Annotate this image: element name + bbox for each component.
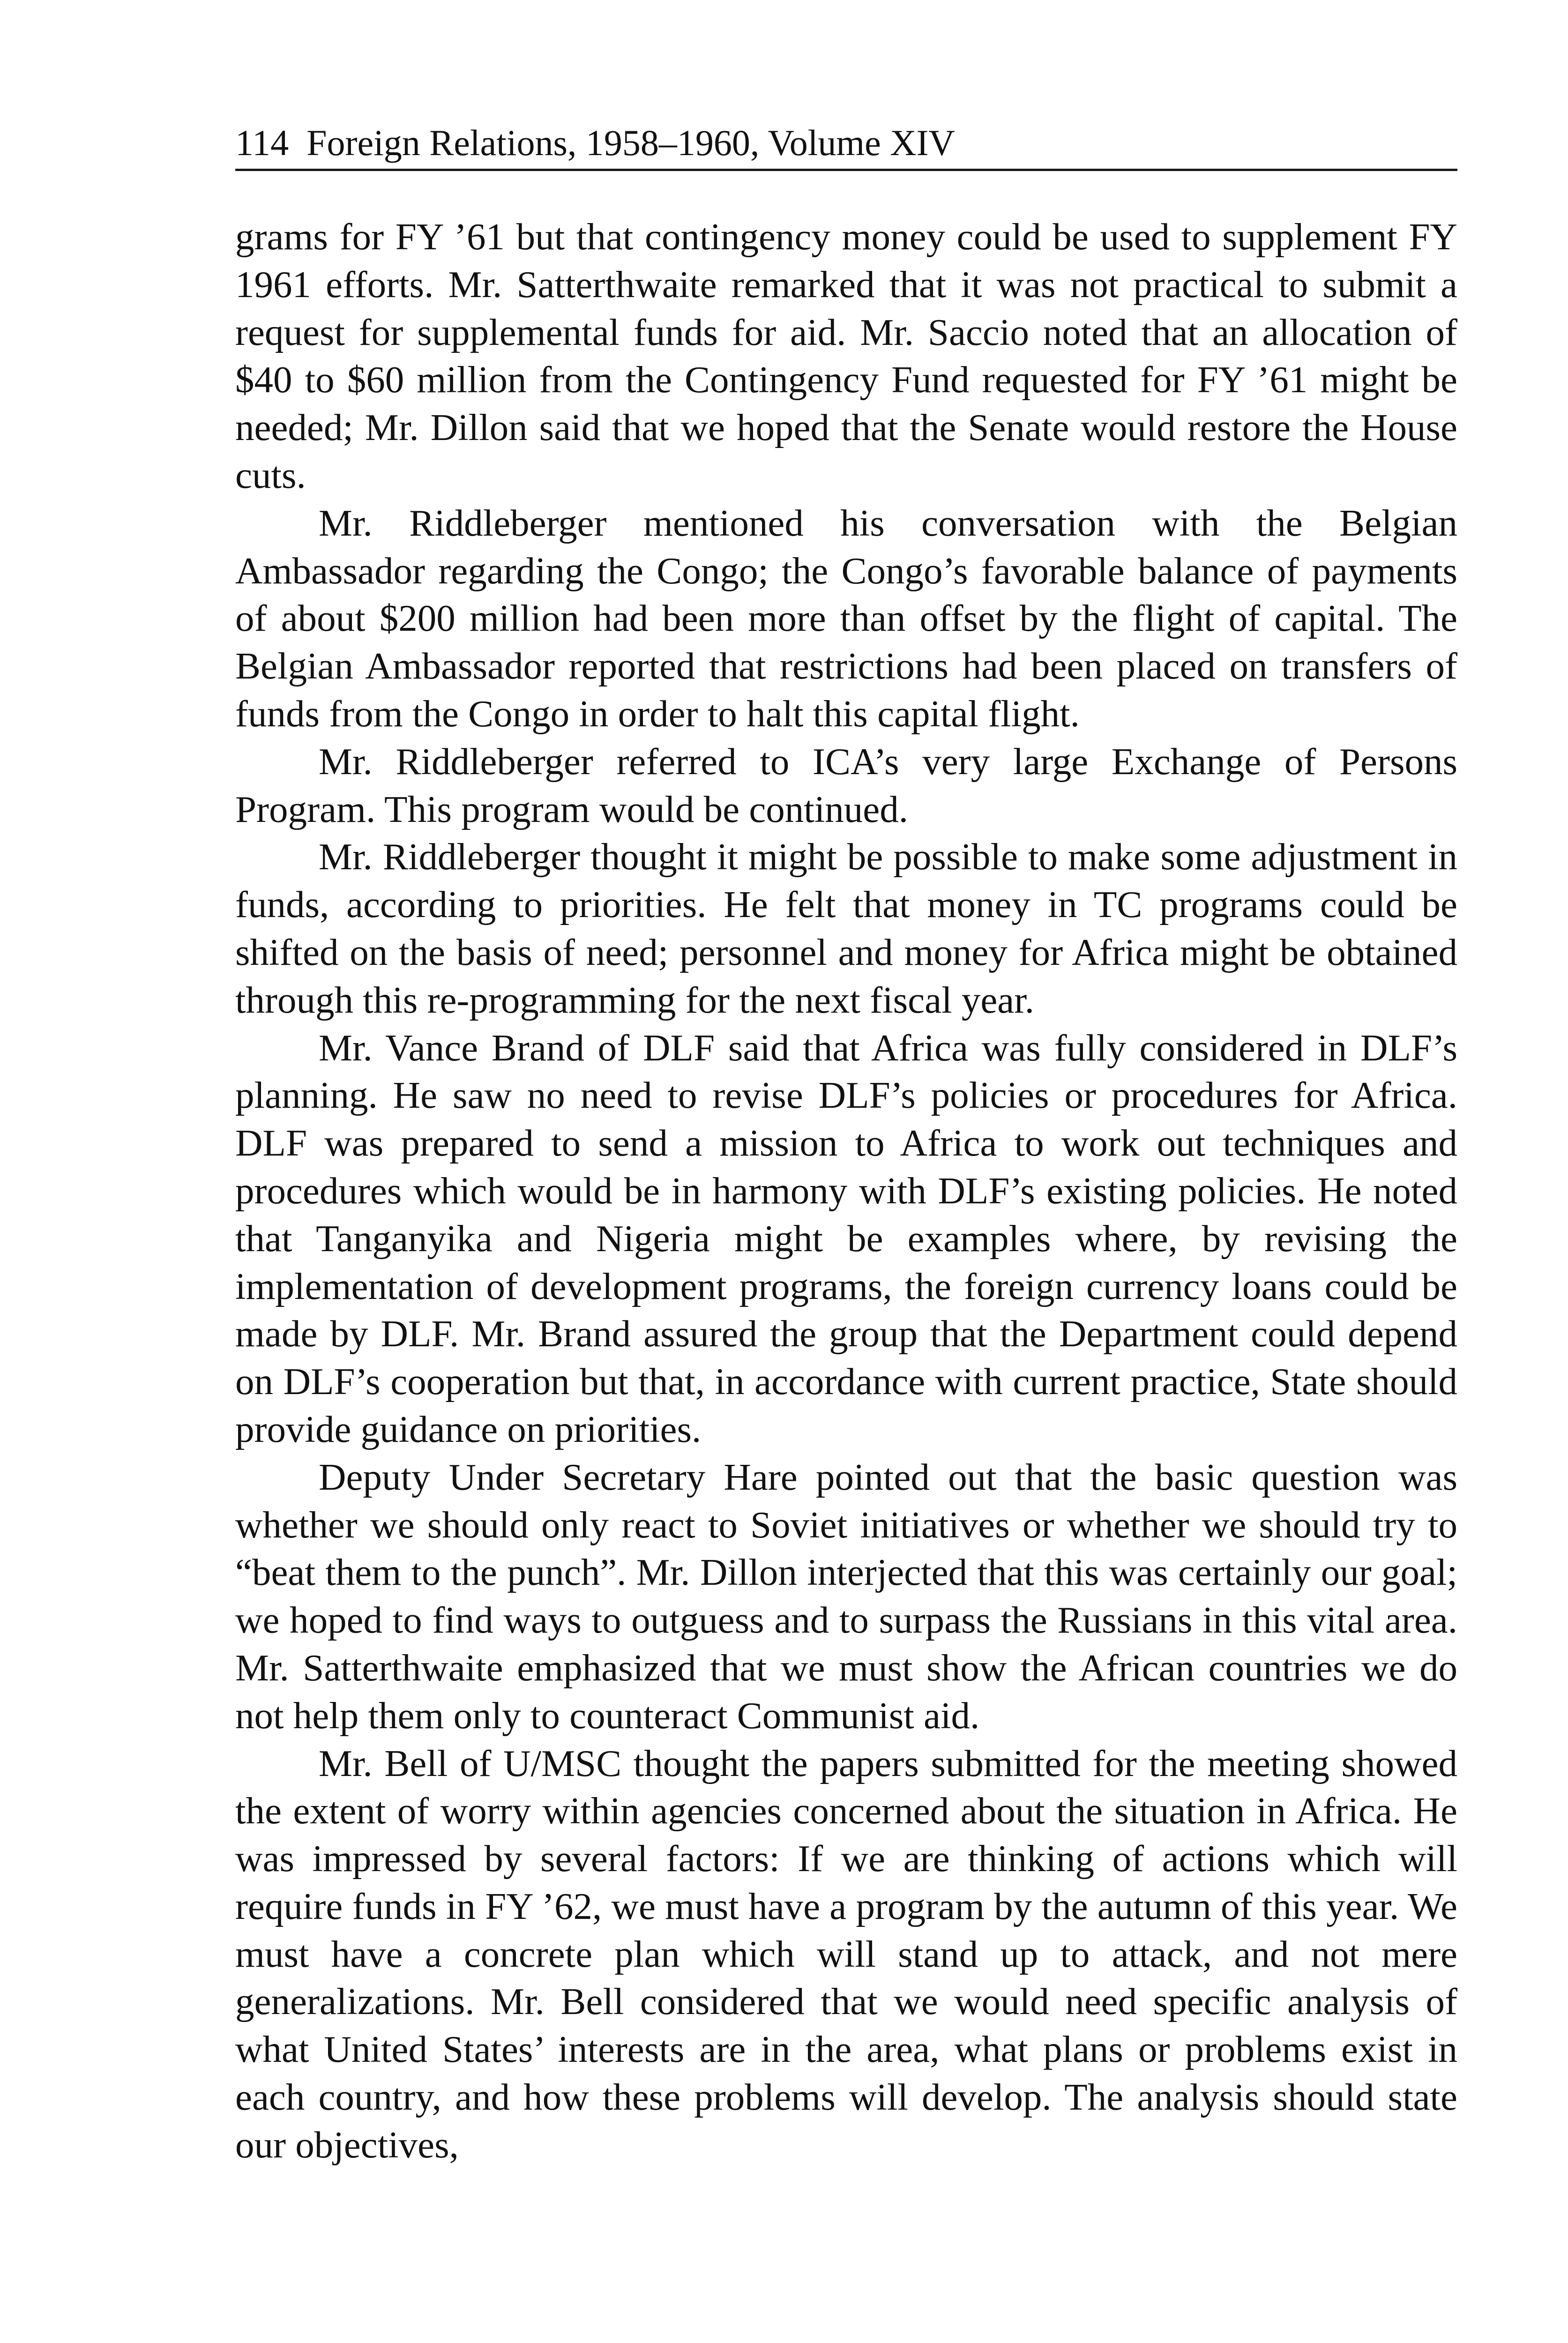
- body-text: [235, 213, 1457, 2169]
- paragraph-hare: Deputy Under Secretary Hare pointed out that the basic question was whether we should only react to Soviet initiatives or whether we should try to “beat them to the punch”. Mr. Dillon interjected that this was certainly our goal; we hoped to find ways to outguess and to surpass the Russians in this vital area. Mr. Satterthwaite emphasized that we must show the African countries we do not help them only to counteract Communist aid.: [235, 1455, 1457, 1737]
- paragraph-exchange-of-persons: Mr. Riddleberger referred to ICA’s very large Exchange of Persons Program. This program would be continued.: [235, 740, 1457, 830]
- paragraph-bell: Mr. Bell of U/MSC thought the papers submitted for the meeting showed the extent of worry within agencies concerned about the situation in Africa. He was impressed by several factors: If we are thinking of actions which will require funds in FY ’62, we must have a program by the autumn of this year. We must have a concrete plan which will stand up to attack, and not mere generalizations. Mr. Bell considered that we would need specific analysis of what United States’ interests are in the area, what plans or problems exist in each country, and how these problems will develop. The analysis should state our objectives,: [235, 1742, 1457, 2166]
- paragraph-funds-adjustment: Mr. Riddleberger thought it might be possible to make some adjustment in funds, according to priorities. He felt that money in TC programs could be shifted on the basis of need; personnel and money for Africa might be obtained through this re-programming for the next fiscal year.: [235, 836, 1457, 1021]
- paragraph-continuation: grams for FY ’61 but that contingency money could be used to supplement FY 1961 efforts. Mr. Satterthwaite remarked that it was not practical to submit a request for supplemental funds for aid. Mr. Saccio noted that an allocation of $40 to $60 million from the Contingency Fund requested for FY ’61 might be needed; Mr. Dillon said that we hoped that the Senate would restore the House cuts.: [235, 216, 1457, 496]
- paragraph-dlf-brand: Mr. Vance Brand of DLF said that Africa was fully considered in DLF’s planning. He saw no need to revise DLF’s policies or procedures for Africa. DLF was prepared to send a mission to Africa to work out techniques and procedures which would be in harmony with DLF’s existing policies. He noted that Tanganyika and Nigeria might be examples where, by revising the implementation of development programs, the foreign currency loans could be made by DLF. Mr. Brand assured the group that the Department could depend on DLF’s cooperation but that, in accordance with current practice, State should provide guidance on priorities.: [235, 1026, 1457, 1450]
- running-head: [235, 117, 1457, 171]
- page-number: 114: [235, 122, 289, 163]
- volume-title: Foreign Relations, 1958–1960, Volume XIV: [306, 122, 955, 163]
- paragraph-riddleberger-congo: Mr. Riddleberger mentioned his conversation with the Belgian Ambassador regarding the Congo; the Congo’s favorable balance of payments of about $200 million had been more than offset by the flight of capital. The Belgian Ambassador reported that restrictions had been placed on transfers of funds from the Congo in order to halt this capital flight.: [235, 501, 1457, 735]
